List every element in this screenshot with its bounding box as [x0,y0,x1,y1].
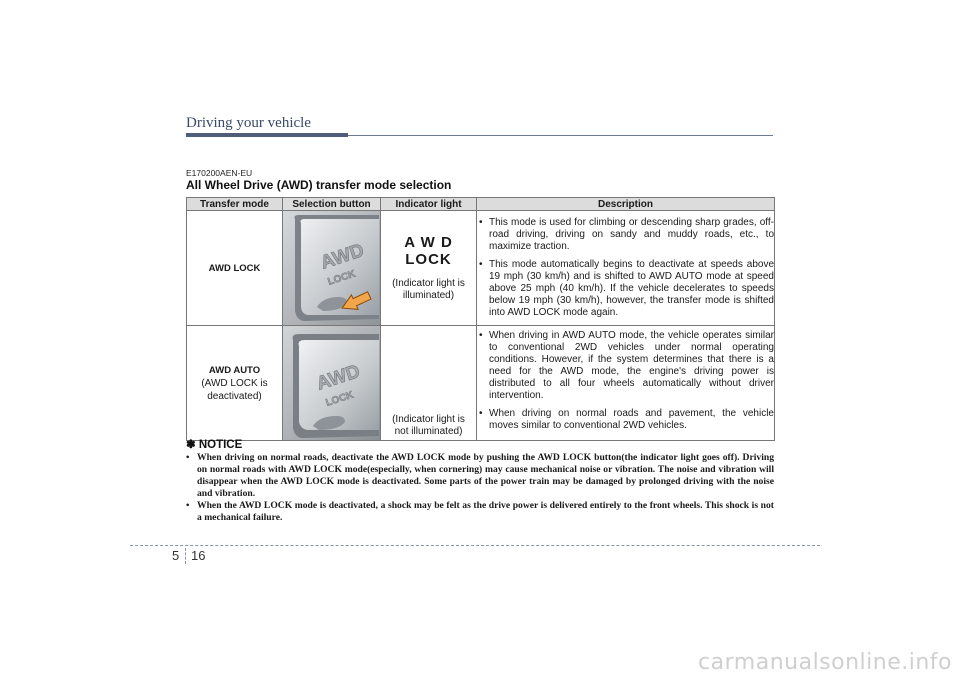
table-row [187,326,775,441]
description-cell [477,326,775,441]
description-cell [477,211,775,326]
header-title: Driving your vehicle [186,115,311,131]
transfer-mode-table [186,197,775,441]
section-code: E170200AEN-EU [186,168,253,178]
mode-name: AWD AUTO [208,364,261,376]
mode-name: AWD LOCK [208,262,261,274]
transfer-mode-cell [187,211,283,326]
notice-item: • When driving on normal roads, deactivate the AWD LOCK mode by pushing the AWD LOCK button(the indicator light goes off). Driving on normal roads with AWD LOCK mode(especially, when cornering) may cause mechanical noise or vibration. The noise and vibration will disappear when the AWD LOCK mode is deactivated. Some parts of the power train may be damaged by prolonged driving with the noise and vibration. [186,452,774,500]
indicator-lock-text: LOCK [405,251,452,268]
awd-lock-button-pressed-image [283,211,381,325]
button-label-awd: AWD [314,361,363,395]
page-number: 16 [191,548,206,563]
indicator-note: (Indicator light is not illuminated) [392,414,465,437]
header-rule [348,135,773,136]
section-title: All Wheel Drive (AWD) transfer mode selection [186,178,452,192]
footer-separator [185,548,186,564]
page-chapter: 5 [172,548,180,563]
selection-button-cell [283,211,381,326]
notice-body [186,452,774,524]
indicator-light-cell [381,211,477,326]
awd-lock-button-released-image [283,326,381,440]
watermark: carmanualsonline.info [698,650,952,675]
transfer-mode-cell [187,326,283,441]
button-label-awd: AWD [318,240,367,274]
mode-note: (AWD LOCK is deactivated) [201,377,268,402]
indicator-note: (Indicator light is illuminated) [392,278,465,301]
button-label-lock: LOCK [326,268,357,288]
description-bullet: • This mode is used for climbing or descending sharp grades, off-road driving, driving on sandy and muddy roads, etc., to maximize traction. [477,217,774,253]
column-header: Description [477,198,775,211]
description-bullet: • When driving in AWD AUTO mode, the vehicle operates similar to conventional 2WD vehicles under normal operating conditions. However, if the system determines that there is a need for the AWD mode, the engine's driving power is distributed to all four wheels automatically without driver intervention. [477,330,774,402]
description-bullet: • When driving on normal roads and pavement, the vehicle moves similar to conventional 2WD vehicles. [477,408,774,432]
table-row [187,211,775,326]
column-header: Transfer mode [187,198,283,211]
footer-rule [130,545,820,546]
description-bullet: • This mode automatically begins to deactivate at speeds above 19 mph (30 km/h) and is shifted to AWD AUTO mode at speed above 25 mph (40 km/h). If the vehicle decelerates to speeds below 19 mph (30 km/h), however, the transfer mode is shifted into AWD LOCK mode again. [477,259,774,319]
column-header: Selection button [283,198,381,211]
notice-item: • When the AWD LOCK mode is deactivated, a shock may be felt as the drive power is delivered entirely to the front wheels. This shock is not a mechanical failure. [186,500,774,524]
indicator-light-cell [381,326,477,441]
header-bar [186,133,348,137]
table-header-row [187,198,775,211]
column-header: Indicator light [381,198,477,211]
indicator-awd-text: A W D [404,234,453,251]
button-label-lock: LOCK [324,389,355,409]
notice-title: ✽ NOTICE [186,439,243,451]
selection-button-cell [283,326,381,441]
